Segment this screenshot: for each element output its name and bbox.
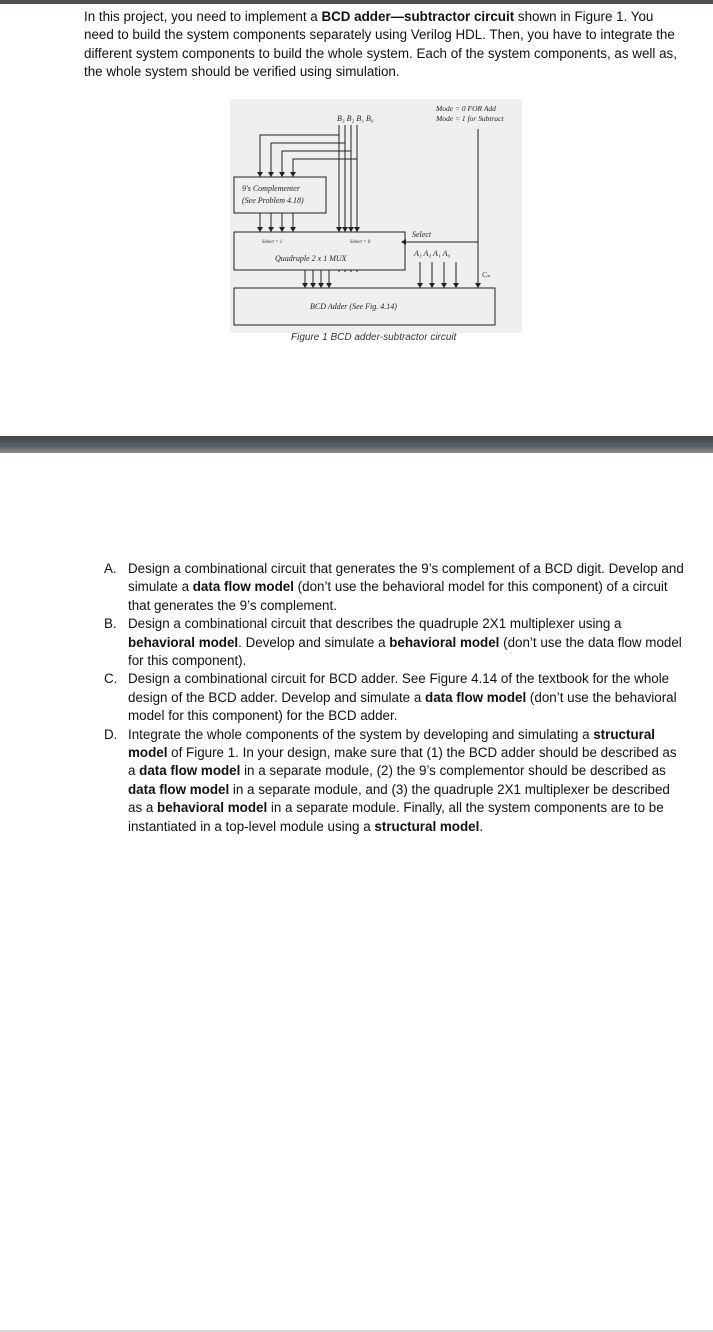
b-inputs-label: B₃ B₂ B₁ B₀ (337, 114, 374, 123)
cin-label: Cᵢₙ (482, 271, 491, 279)
b0-branch (293, 159, 357, 177)
circuit-diagram (230, 99, 522, 333)
task-text: . Develop and simulate a (238, 634, 390, 650)
task-bold: structural model (374, 818, 480, 834)
task-text: Design a combinational circuit that generates the 9’s complement of a BCD digit. Develop and simulate a (128, 561, 684, 595)
complementer-ref-label: (See Problem 4.18) (242, 196, 304, 205)
document-page-2 (0, 453, 713, 879)
task-item (104, 560, 684, 615)
intro-text-2: shown in Figure 1. You need to build the system components separately using Verilog HDL. Then, you have to integrate the different system components to build the whole system. Each of the system components, as well as, the whole system should be verified using simulation. (84, 9, 677, 80)
task-bold: data flow model (128, 781, 230, 797)
task-letter: A. (104, 561, 117, 576)
mode-add-label: Mode = 0 FOR Add (436, 104, 496, 113)
select-0-label: Select = 0 (350, 240, 371, 245)
task-text: . (479, 818, 484, 834)
intro-paragraph (84, 8, 684, 82)
task-text: of Figure 1. In your design, make sure that (1) the BCD adder should be described as a (128, 745, 677, 779)
task-text: in a separate module, (2) the 9’s complementor should be described as (240, 763, 666, 779)
task-text: Design a combinational circuit for BCD adder. See Figure 4.14 of the textbook for the whole design of the BCD adder. Develop and simulate a (128, 671, 670, 705)
intro-bold-term: BCD adder—subtractor circuit (321, 9, 515, 24)
task-bold: data flow model (425, 689, 527, 705)
task-item (104, 726, 684, 836)
task-bold: structural model (128, 726, 655, 761)
task-text: (don’t use the behavioral model for this component) for the BCD adder. (128, 689, 677, 724)
task-bold: data flow model (192, 579, 294, 595)
figure-caption: Figure 1 BCD adder-subtractor circuit (291, 332, 457, 343)
task-text: Integrate the whole components of the system by developing and simulating a (128, 726, 594, 742)
bcd-adder-label: BCD Adder (See Fig. 4.14) (310, 302, 397, 311)
task-letter: B. (104, 616, 117, 632)
task-bold: data flow model (139, 763, 241, 779)
task-bold: behavioral model (389, 634, 500, 650)
task-text: (don’t use the behavioral model for this component) of a circuit that generates the 9’s complement. (128, 579, 668, 613)
a-inputs-label: A₃ A₂ A₁ A₀ (414, 249, 451, 258)
task-list (104, 560, 684, 836)
document-page-1 (0, 4, 713, 436)
task-bold: behavioral model (128, 634, 239, 650)
mode-subtract-label: Mode = 1 for Subtract (436, 114, 504, 123)
b3-branch (260, 135, 339, 177)
intro-text-1: In this project, you need to implement a (84, 9, 322, 24)
task-item (104, 670, 684, 725)
page-gap (0, 436, 713, 453)
mux-box (234, 232, 405, 270)
task-item (104, 615, 684, 670)
task-text: Design a combinational circuit that describes the quadruple 2X1 multiplexer using a (128, 616, 622, 632)
task-text: in a separate module, and (3) the quadruple 2X1 multiplexer be described as a (128, 781, 670, 816)
complementer-label: 9's Complementer (242, 184, 300, 193)
select-label: Select (412, 230, 432, 239)
task-text: (don’t use the data flow model for this component). (128, 634, 682, 669)
complementer-box (234, 177, 326, 213)
task-bold: behavioral model (157, 800, 268, 816)
task-text: in a separate module. Finally, all the system components are to be instantiated in a top-level module using a (128, 800, 664, 834)
figure-1-bcd-adder-subtractor (230, 99, 522, 333)
mux-label: Quadruple 2 x 1 MUX (275, 254, 347, 263)
select-1-label: Select = 1 (262, 240, 283, 245)
task-letter: D. (104, 726, 118, 742)
task-letter: C. (104, 671, 118, 687)
